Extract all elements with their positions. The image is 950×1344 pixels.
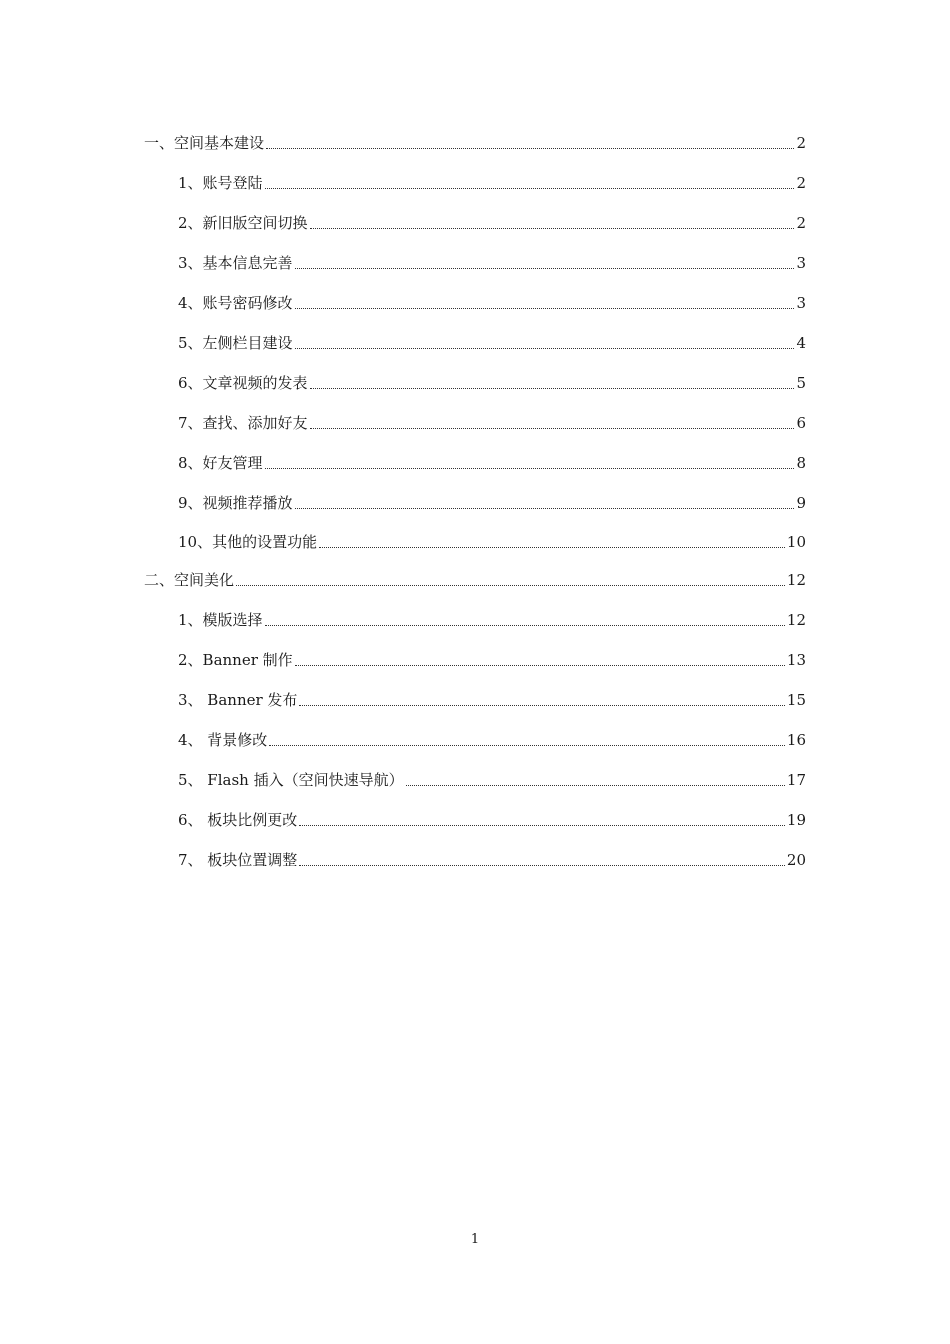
- toc-dot-leader: [298, 691, 785, 709]
- toc-entry-label: 9、视频推荐播放: [178, 494, 293, 512]
- toc-dot-leader: [294, 334, 796, 352]
- toc-entry-label: 4、账号密码修改: [178, 294, 293, 312]
- toc-page-number: 13: [786, 651, 806, 669]
- toc-subsection-entry[interactable]: [178, 248, 806, 272]
- toc-subsection-entry[interactable]: [178, 645, 806, 669]
- toc-page-number: 4: [796, 334, 806, 352]
- toc-dot-leader: [264, 454, 796, 472]
- toc-subsection-entry[interactable]: [178, 765, 806, 789]
- toc-subsection-entry[interactable]: [178, 368, 806, 392]
- toc-entry-label: 一、空间基本建设: [144, 134, 265, 152]
- page-number: 1: [470, 1232, 480, 1247]
- toc-section-entry[interactable]: [144, 128, 806, 152]
- toc-subsection-entry[interactable]: [178, 328, 806, 352]
- toc-page-number: 20: [786, 851, 806, 869]
- toc-subsection-entry[interactable]: [178, 408, 806, 432]
- toc-page-number: 19: [786, 811, 806, 829]
- toc-entry-label: 7、 板块位置调整: [178, 851, 298, 869]
- toc-dot-leader: [318, 533, 786, 551]
- toc-dot-leader: [294, 651, 786, 669]
- toc-entry-label: 5、左侧栏目建设: [178, 334, 293, 352]
- toc-entry-label: 3、 Banner 发布: [178, 691, 298, 709]
- toc-dot-leader: [309, 374, 796, 392]
- toc-subsection-entry[interactable]: [178, 805, 806, 829]
- toc-subsection-entry[interactable]: [178, 288, 806, 312]
- toc-page-number: 12: [786, 611, 806, 629]
- toc-page-number: 3: [796, 294, 806, 312]
- toc-dot-leader: [264, 174, 796, 192]
- toc-page-number: 17: [786, 771, 806, 789]
- toc-entry-label: 10、其他的设置功能: [178, 533, 318, 551]
- toc-subsection-entry[interactable]: [178, 488, 806, 512]
- toc-entry-label: 5、 Flash 插入（空间快速导航）: [178, 771, 404, 789]
- toc-page-number: 9: [796, 494, 806, 512]
- toc-subsection-entry[interactable]: [178, 845, 806, 869]
- toc-entry-label: 4、 背景修改: [178, 731, 268, 749]
- toc-entry-label: 1、模版选择: [178, 611, 263, 629]
- toc-dot-leader: [298, 851, 786, 869]
- toc-subsection-entry[interactable]: [178, 685, 806, 709]
- toc-subsection-entry[interactable]: [178, 448, 806, 472]
- toc-page-number: 12: [786, 571, 806, 589]
- toc-page-number: 5: [796, 374, 806, 392]
- toc-page-number: 2: [796, 174, 806, 192]
- toc-page-number: 15: [786, 691, 806, 709]
- toc-page-number: 16: [786, 731, 806, 749]
- toc-entry-label: 2、新旧版空间切换: [178, 214, 308, 232]
- toc-page-number: 3: [796, 254, 806, 272]
- toc-page-number: 10: [786, 533, 806, 551]
- toc-dot-leader: [405, 771, 786, 789]
- toc-section-entry[interactable]: [144, 565, 806, 589]
- toc-subsection-entry[interactable]: [178, 168, 806, 192]
- toc-subsection-entry[interactable]: [178, 725, 806, 749]
- toc-subsection-entry[interactable]: [178, 527, 806, 551]
- toc-page-number: 2: [796, 134, 806, 152]
- toc-page-number: 2: [796, 214, 806, 232]
- toc-page-number: 8: [796, 454, 806, 472]
- toc-entry-label: 2、Banner 制作: [178, 651, 293, 669]
- toc-entry-label: 6、文章视频的发表: [178, 374, 308, 392]
- toc-dot-leader: [294, 294, 796, 312]
- toc-page-number: 6: [796, 414, 806, 432]
- toc-entry-label: 1、账号登陆: [178, 174, 263, 192]
- toc-subsection-entry[interactable]: [178, 605, 806, 629]
- toc-dot-leader: [264, 611, 786, 629]
- toc-entry-label: 6、 板块比例更改: [178, 811, 298, 829]
- toc-subsection-entry[interactable]: [178, 208, 806, 232]
- toc-entry-label: 8、好友管理: [178, 454, 263, 472]
- toc-dot-leader: [265, 134, 795, 152]
- toc-dot-leader: [309, 214, 796, 232]
- toc-dot-leader: [235, 571, 786, 589]
- toc-dot-leader: [309, 414, 796, 432]
- toc-entry-label: 3、基本信息完善: [178, 254, 293, 272]
- toc-entry-label: 二、空间美化: [144, 571, 235, 589]
- toc-dot-leader: [294, 254, 796, 272]
- toc-dot-leader: [294, 494, 796, 512]
- toc-dot-leader: [268, 731, 786, 749]
- toc-dot-leader: [298, 811, 786, 829]
- toc-entry-label: 7、查找、添加好友: [178, 414, 308, 432]
